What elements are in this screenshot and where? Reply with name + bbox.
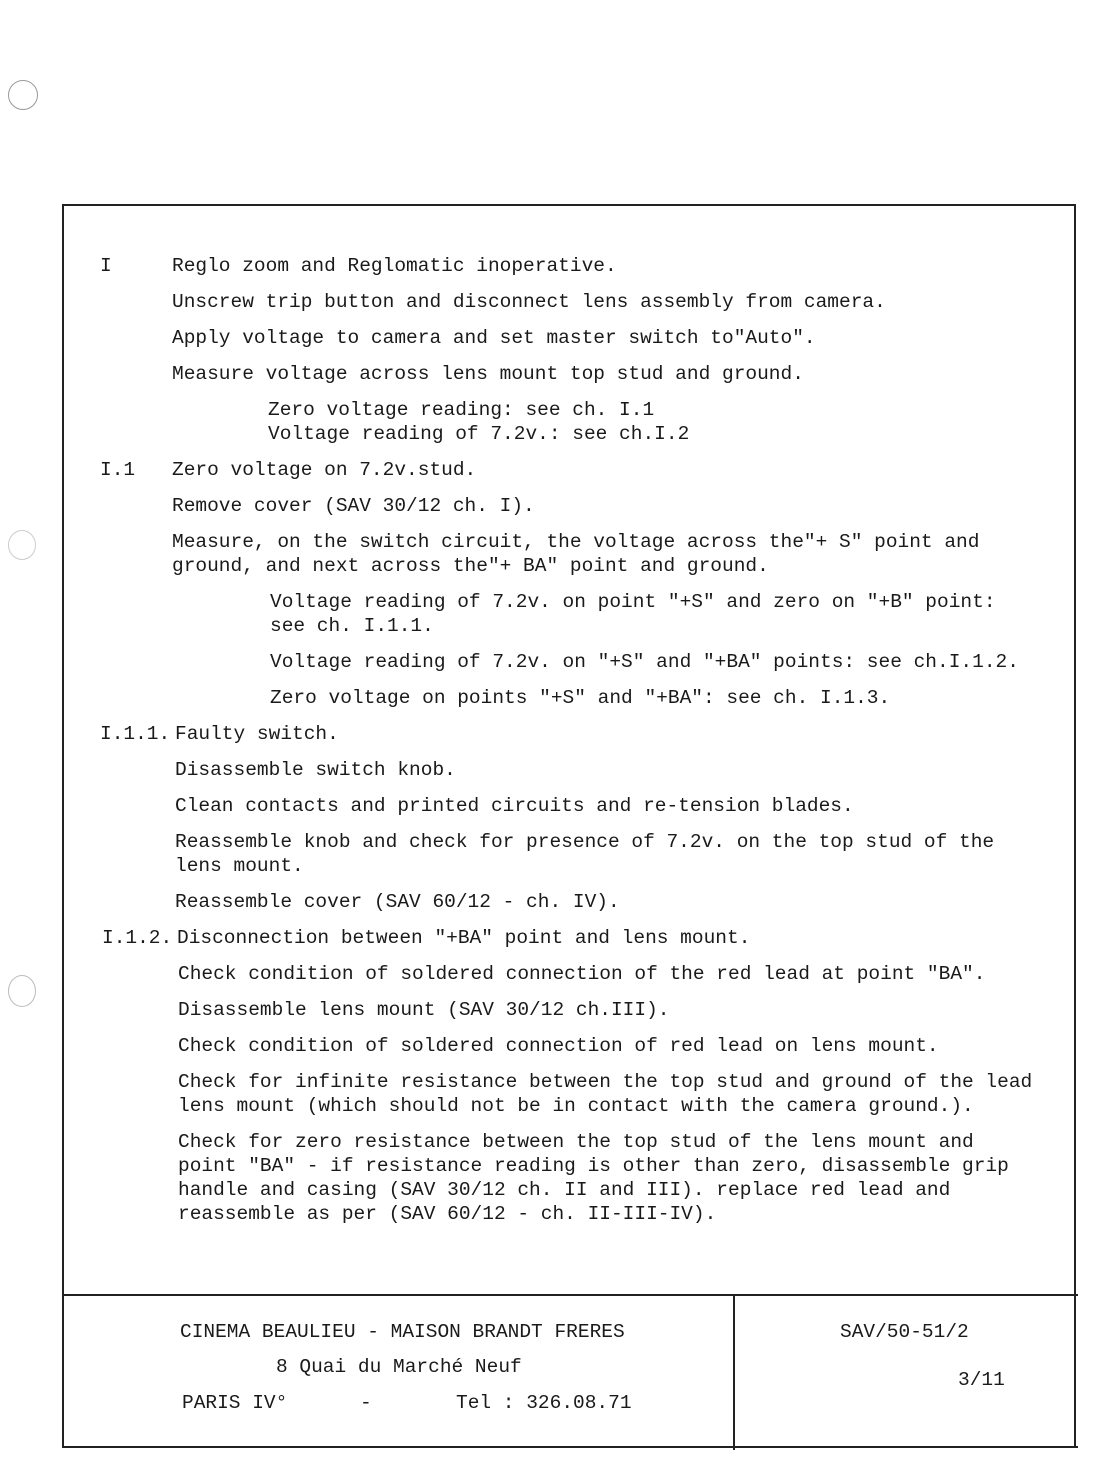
frame-top-line <box>62 204 1076 206</box>
instruction-line: lens mount. <box>175 855 304 877</box>
page-number: 3/11 <box>958 1369 1005 1391</box>
footer-address: 8 Quai du Marché Neuf <box>276 1356 522 1378</box>
instruction-line: Disassemble lens mount (SAV 30/12 ch.III). <box>178 999 670 1021</box>
instruction-line: Unscrew trip button and disconnect lens assembly from camera. <box>172 291 886 313</box>
instruction-line: lens mount (which should not be in contact with the camera ground.). <box>178 1095 974 1117</box>
case-line: see ch. I.1.1. <box>270 615 434 637</box>
instruction-line: Reassemble knob and check for presence of 7.2v. on the top stud of the <box>175 831 995 853</box>
section-number: I.1.1. <box>100 723 171 745</box>
section-number: I <box>100 255 112 277</box>
section-number: I.1.2. <box>102 927 173 949</box>
punch-hole-mark <box>8 975 36 1007</box>
instruction-line: point "BA" - if resistance reading is other than zero, disassemble grip <box>178 1155 1009 1177</box>
instruction-line: Check for infinite resistance between the top stud and ground of the lead <box>178 1071 1033 1093</box>
punch-hole-mark <box>8 80 38 110</box>
frame-left-line <box>62 204 64 1448</box>
document-reference: SAV/50-51/2 <box>840 1321 969 1343</box>
case-line: Zero voltage reading: see ch. I.1 <box>268 399 655 421</box>
instruction-line: Clean contacts and printed circuits and re-tension blades. <box>175 795 854 817</box>
section-title: Faulty switch. <box>175 723 339 745</box>
instruction-line: Measure voltage across lens mount top stud and ground. <box>172 363 804 385</box>
case-line: Voltage reading of 7.2v. on point "+S" and zero on "+B" point: <box>270 591 996 613</box>
instruction-line: Check condition of soldered connection of the red lead at point "BA". <box>178 963 986 985</box>
footer-company: CINEMA BEAULIEU - MAISON BRANDT FRERES <box>180 1321 625 1343</box>
instruction-line: Disassemble switch knob. <box>175 759 456 781</box>
section-title: Disconnection between "+BA" point and lens mount. <box>177 927 751 949</box>
instruction-line: Remove cover (SAV 30/12 ch. I). <box>172 495 535 517</box>
instruction-line: handle and casing (SAV 30/12 ch. II and III). replace red lead and <box>178 1179 951 1201</box>
frame-right-line <box>1074 204 1076 1448</box>
punch-hole-mark <box>8 530 36 560</box>
instruction-line: Measure, on the switch circuit, the voltage across the"+ S" point and <box>172 531 980 553</box>
case-line: Zero voltage on points "+S" and "+BA": see ch. I.1.3. <box>270 687 891 709</box>
section-title: Zero voltage on 7.2v.stud. <box>172 459 477 481</box>
section-title: Reglo zoom and Reglomatic inoperative. <box>172 255 617 277</box>
case-line: Voltage reading of 7.2v.: see ch.I.2 <box>268 423 690 445</box>
instruction-line: ground, and next across the"+ BA" point and ground. <box>172 555 769 577</box>
footer-city: PARIS IV° <box>182 1392 288 1414</box>
instruction-line: Check for zero resistance between the top stud of the lens mount and <box>178 1131 974 1153</box>
instruction-line: reassemble as per (SAV 60/12 - ch. II-III-IV). <box>178 1203 717 1225</box>
instruction-line: Reassemble cover (SAV 60/12 - ch. IV). <box>175 891 620 913</box>
footer-tel: Tel : 326.08.71 <box>456 1392 632 1414</box>
instruction-line: Check condition of soldered connection of red lead on lens mount. <box>178 1035 939 1057</box>
footer-top-line <box>62 1294 1078 1296</box>
section-number: I.1 <box>100 459 136 481</box>
footer-bottom-line <box>62 1446 1078 1448</box>
instruction-line: Apply voltage to camera and set master switch to"Auto". <box>172 327 816 349</box>
footer-divider <box>733 1296 735 1450</box>
footer-dash: - <box>360 1392 372 1414</box>
case-line: Voltage reading of 7.2v. on "+S" and "+BA" points: see ch.I.1.2. <box>270 651 1019 673</box>
